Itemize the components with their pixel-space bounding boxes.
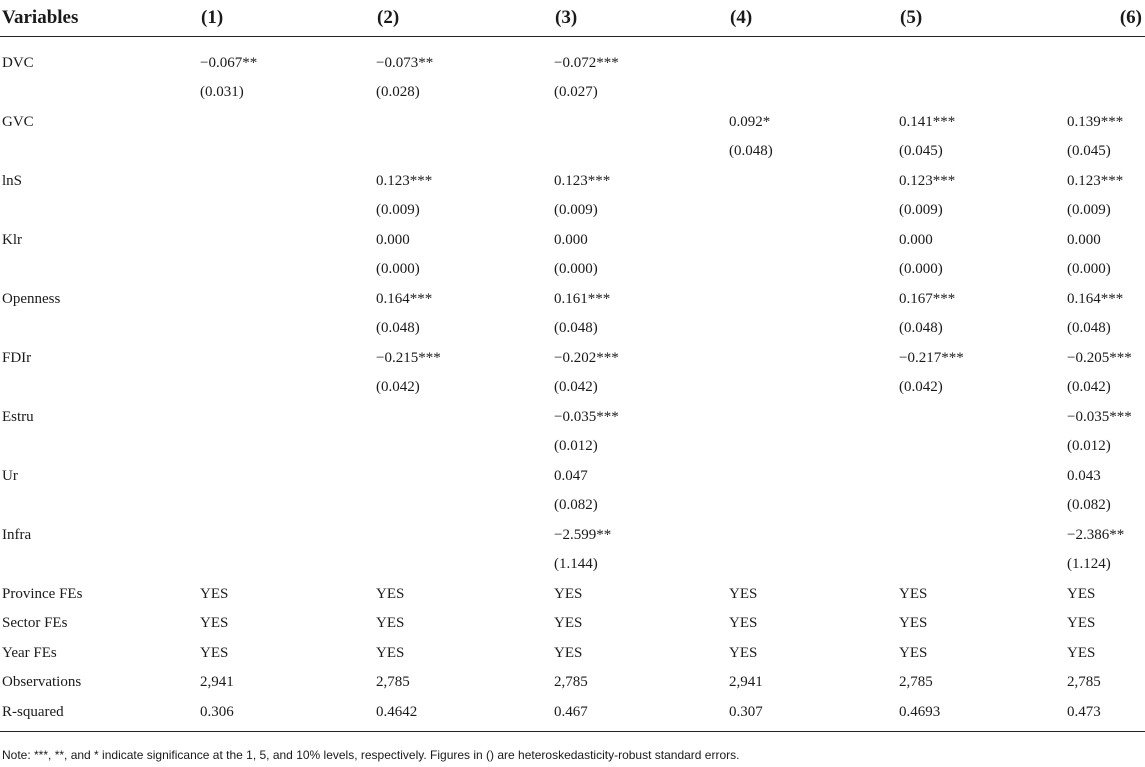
table-cell <box>199 403 375 433</box>
table-cell: 0.047 <box>554 467 588 484</box>
table-cell: (0.012) <box>1067 438 1111 455</box>
table-cell: 0.164*** <box>376 290 433 307</box>
table-cell: −0.215*** <box>376 349 441 366</box>
table-cell: YES <box>200 585 229 602</box>
header-model-5: (5) <box>900 6 923 28</box>
table-cell: (0.042) <box>899 379 943 396</box>
table-row <box>0 580 1145 610</box>
table-cell: YES <box>1067 644 1096 661</box>
table-cell: 0.306 <box>200 703 234 720</box>
table-cell: (0.045) <box>1067 143 1111 160</box>
table-cell: (1.144) <box>554 556 598 573</box>
table-cell <box>898 432 1066 462</box>
table-cell <box>199 344 375 374</box>
table-cell: YES <box>729 644 758 661</box>
table-row-stderr <box>0 373 1145 403</box>
table-cell: YES <box>376 644 405 661</box>
table-cell <box>728 226 898 256</box>
table-cell: 0.123*** <box>554 172 611 189</box>
table-cell: 0.043 <box>1067 467 1101 484</box>
table-cell <box>898 78 1066 108</box>
table-cell: (0.009) <box>1067 202 1111 219</box>
table-cell: (0.082) <box>554 497 598 514</box>
table-row <box>0 108 1145 138</box>
header-row <box>0 0 1145 36</box>
table-cell: 0.139*** <box>1067 113 1124 130</box>
table-cell: (0.000) <box>554 261 598 278</box>
table-cell <box>375 462 553 492</box>
table-cell: 2,941 <box>729 674 763 691</box>
table-cell: 0.123*** <box>1067 172 1124 189</box>
table-cell <box>898 403 1066 433</box>
table-cell <box>728 196 898 226</box>
table-cell: 0.4693 <box>899 703 941 720</box>
table-cell: (0.048) <box>729 143 773 160</box>
table-cell <box>728 550 898 580</box>
row-label <box>0 78 199 108</box>
header-variables: Variables <box>2 6 79 28</box>
row-label <box>0 432 199 462</box>
table-cell <box>375 550 553 580</box>
table-cell <box>728 491 898 521</box>
table-row <box>0 668 1145 698</box>
table-cell: 0.000 <box>899 231 933 248</box>
table-cell <box>728 285 898 315</box>
table-cell: (0.048) <box>899 320 943 337</box>
table-cell: (0.042) <box>1067 379 1111 396</box>
table-row-stderr <box>0 432 1145 462</box>
table-cell <box>199 373 375 403</box>
table-cell: 0.000 <box>554 231 588 248</box>
header-model-6: (6) <box>1119 6 1142 28</box>
row-label <box>0 550 199 580</box>
table-row <box>0 521 1145 551</box>
table-cell: (0.012) <box>554 438 598 455</box>
table-row-stderr <box>0 137 1145 167</box>
table-row <box>0 36 1145 78</box>
table-cell <box>728 78 898 108</box>
header-model-3: (3) <box>555 6 578 28</box>
row-label: Estru <box>2 408 34 425</box>
table-cell: (1.124) <box>1067 556 1111 573</box>
table-row-stderr <box>0 196 1145 226</box>
table-cell: −0.205*** <box>1067 349 1132 366</box>
table-cell: (0.000) <box>376 261 420 278</box>
table-cell: 2,785 <box>376 674 410 691</box>
table-row <box>0 403 1145 433</box>
row-label: DVC <box>2 54 34 71</box>
table-cell <box>375 108 553 138</box>
table-cell <box>199 255 375 285</box>
table-cell <box>728 521 898 551</box>
table-cell: (0.000) <box>899 261 943 278</box>
table-cell <box>375 403 553 433</box>
table-bottom-rule <box>0 731 1145 732</box>
table-cell: (0.027) <box>554 84 598 101</box>
table-cell: (0.048) <box>1067 320 1111 337</box>
table-row <box>0 285 1145 315</box>
table-cell: 0.473 <box>1067 703 1101 720</box>
row-label: GVC <box>2 113 34 130</box>
header-model-2: (2) <box>377 6 400 28</box>
table-cell: 0.167*** <box>899 290 956 307</box>
table-note: Note: ***, **, and * indicate significance at the 1, 5, and 10% levels, respectively. Figures in () are heteroskedasticity-robust standard errors. <box>2 748 740 762</box>
table-row-stderr <box>0 314 1145 344</box>
row-label: Observations <box>2 674 82 691</box>
table-cell <box>375 521 553 551</box>
table-cell <box>1066 36 1145 78</box>
table-cell <box>375 137 553 167</box>
table-cell: −0.035*** <box>554 408 619 425</box>
table-cell: YES <box>554 615 583 632</box>
table-cell: (0.009) <box>376 202 420 219</box>
table-cell <box>898 491 1066 521</box>
table-cell: 0.467 <box>554 703 588 720</box>
table-cell: 0.141*** <box>899 113 956 130</box>
table-cell <box>728 36 898 78</box>
table-cell: YES <box>1067 585 1096 602</box>
row-label: lnS <box>2 172 23 189</box>
table-cell: 0.307 <box>729 703 763 720</box>
table-cell <box>199 550 375 580</box>
row-label: Klr <box>2 231 22 248</box>
table-row <box>0 344 1145 374</box>
table-cell: −0.035*** <box>1067 408 1132 425</box>
row-label: Sector FEs <box>2 615 68 632</box>
table-cell: 2,785 <box>899 674 933 691</box>
table-cell: YES <box>899 644 928 661</box>
row-label <box>0 196 199 226</box>
table-cell <box>898 462 1066 492</box>
table-cell <box>199 167 375 197</box>
table-cell: 0.092* <box>729 113 771 130</box>
table-cell <box>728 167 898 197</box>
table-cell: −0.202*** <box>554 349 619 366</box>
table-cell <box>728 314 898 344</box>
table-cell: YES <box>1067 615 1096 632</box>
table-cell: 2,941 <box>200 674 234 691</box>
table-cell: (0.009) <box>899 202 943 219</box>
row-label: Openness <box>2 290 61 307</box>
table-body <box>0 36 1145 727</box>
table-cell <box>199 285 375 315</box>
table-cell: YES <box>200 615 229 632</box>
table-row <box>0 698 1145 728</box>
row-label <box>0 491 199 521</box>
table-cell <box>199 226 375 256</box>
table-cell <box>728 403 898 433</box>
table-cell: (0.048) <box>376 320 420 337</box>
table-row <box>0 226 1145 256</box>
table-cell <box>898 36 1066 78</box>
table-cell: −0.073** <box>376 54 434 71</box>
table-cell <box>728 344 898 374</box>
table-cell: 0.123*** <box>899 172 956 189</box>
table-cell <box>199 491 375 521</box>
table-cell <box>553 137 728 167</box>
row-label <box>0 255 199 285</box>
row-label: Province FEs <box>2 585 83 602</box>
table-cell: YES <box>899 585 928 602</box>
table-cell: (0.045) <box>899 143 943 160</box>
table-cell: −2.386** <box>1067 526 1125 543</box>
row-label: R-squared <box>2 703 64 720</box>
table-cell: 0.000 <box>376 231 410 248</box>
table-cell <box>898 550 1066 580</box>
row-label: FDIr <box>2 349 32 366</box>
table-cell: (0.000) <box>1067 261 1111 278</box>
header-model-4: (4) <box>730 6 753 28</box>
table-cell <box>728 373 898 403</box>
table-cell: (0.028) <box>376 84 420 101</box>
table-row <box>0 639 1145 669</box>
table-row <box>0 462 1145 492</box>
row-label: Ur <box>2 467 18 484</box>
table-cell: −0.067** <box>200 54 258 71</box>
table-cell: −0.217*** <box>899 349 964 366</box>
header-model-1: (1) <box>201 6 224 28</box>
row-label <box>0 373 199 403</box>
table-cell: −2.599** <box>554 526 612 543</box>
table-cell: YES <box>729 585 758 602</box>
table-cell <box>199 196 375 226</box>
table-cell <box>199 432 375 462</box>
table-cell: (0.048) <box>554 320 598 337</box>
table-cell <box>199 314 375 344</box>
table-row <box>0 167 1145 197</box>
table-cell <box>199 137 375 167</box>
table-row-stderr <box>0 255 1145 285</box>
row-label <box>0 314 199 344</box>
row-label <box>0 137 199 167</box>
table-cell: YES <box>554 585 583 602</box>
table-cell <box>553 108 728 138</box>
table-row-stderr <box>0 78 1145 108</box>
table-cell: (0.082) <box>1067 497 1111 514</box>
table-cell: −0.072*** <box>554 54 619 71</box>
table-cell: 2,785 <box>554 674 588 691</box>
table-cell: YES <box>729 615 758 632</box>
table-cell <box>199 462 375 492</box>
table-cell: YES <box>376 615 405 632</box>
table-cell: (0.009) <box>554 202 598 219</box>
table-row <box>0 609 1145 639</box>
table-cell <box>375 491 553 521</box>
table-header <box>0 0 1145 36</box>
table-cell <box>728 432 898 462</box>
table-row-stderr <box>0 491 1145 521</box>
table-cell: 0.164*** <box>1067 290 1124 307</box>
table-cell <box>375 432 553 462</box>
table-cell <box>728 462 898 492</box>
table-cell: YES <box>554 644 583 661</box>
table-cell: YES <box>899 615 928 632</box>
table-cell <box>1066 78 1145 108</box>
table-cell: YES <box>200 644 229 661</box>
table-cell <box>199 521 375 551</box>
table-cell: (0.042) <box>376 379 420 396</box>
table-cell: 0.161*** <box>554 290 611 307</box>
table-cell: YES <box>376 585 405 602</box>
row-label: Year FEs <box>2 644 57 661</box>
table-cell: 0.000 <box>1067 231 1101 248</box>
table-cell <box>898 521 1066 551</box>
table-cell <box>199 108 375 138</box>
table-cell: (0.031) <box>200 84 244 101</box>
table-cell: 0.123*** <box>376 172 433 189</box>
table-cell: 0.4642 <box>376 703 418 720</box>
row-label: Infra <box>2 526 32 543</box>
table-cell <box>728 255 898 285</box>
table-cell: 2,785 <box>1067 674 1101 691</box>
table-cell: (0.042) <box>554 379 598 396</box>
table-row-stderr <box>0 550 1145 580</box>
